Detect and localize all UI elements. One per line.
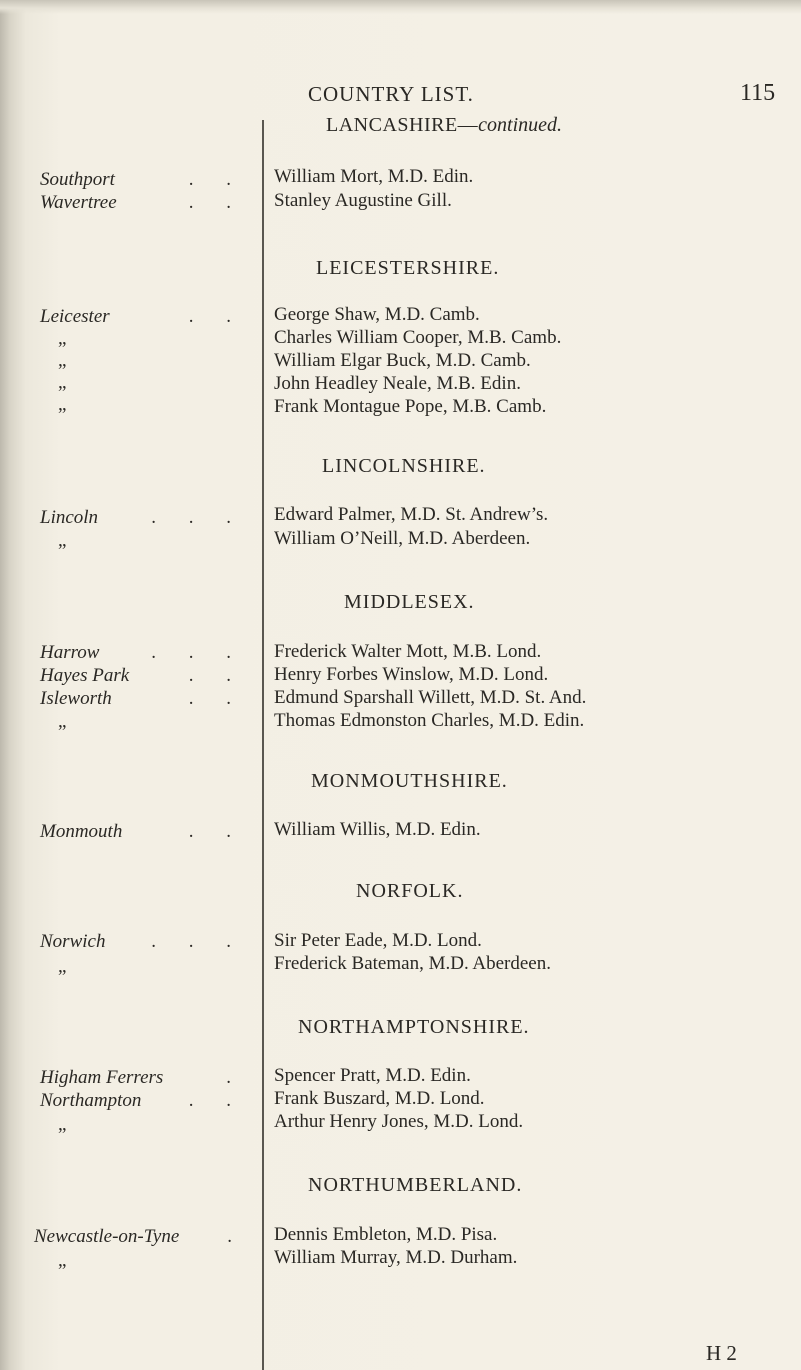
place-southport: Southport . . <box>40 169 245 190</box>
section-heading-lincolnshire: LINCOLNSHIRE. <box>322 455 486 477</box>
ditto-mark: „ <box>58 350 67 371</box>
ditto-mark: „ <box>58 956 67 977</box>
section-heading-norfolk: NORFOLK. <box>356 880 464 902</box>
practitioner-name: Spencer Pratt, M.D. Edin. <box>274 1065 471 1086</box>
practitioner-name: George Shaw, M.D. Camb. <box>274 304 480 325</box>
practitioner-name: Sir Peter Eade, M.D. Lond. <box>274 930 482 951</box>
section-heading-leicestershire: LEICESTERSHIRE. <box>316 257 500 279</box>
practitioner-name: William Willis, M.D. Edin. <box>274 819 481 840</box>
practitioner-name: Henry Forbes Winslow, M.D. Lond. <box>274 664 549 685</box>
place-lincoln: Lincoln . . . <box>40 507 245 528</box>
practitioner-name: Frederick Bateman, M.D. Aberdeen. <box>274 953 551 974</box>
section-heading-monmouthshire: MONMOUTHSHIRE. <box>311 770 508 792</box>
ditto-mark: „ <box>58 394 67 415</box>
practitioner-name: Frank Montague Pope, M.B. Camb. <box>274 396 547 417</box>
place-newcastle-on-tyne: Newcastle-on-Tyne . <box>34 1226 246 1247</box>
ditto-mark: „ <box>58 328 67 349</box>
place-isleworth: Isleworth . . <box>40 688 245 709</box>
practitioner-name: John Headley Neale, M.B. Edin. <box>274 373 521 394</box>
practitioner-name: Stanley Augustine Gill. <box>274 190 452 211</box>
practitioner-name: Edward Palmer, M.D. St. Andrew’s. <box>274 504 549 525</box>
practitioner-name: Charles William Cooper, M.B. Camb. <box>274 327 562 348</box>
ditto-mark: „ <box>58 372 67 393</box>
ditto-mark: „ <box>58 1114 67 1135</box>
practitioner-name: Arthur Henry Jones, M.D. Lond. <box>274 1111 524 1132</box>
place-monmouth: Monmouth . . <box>40 821 245 842</box>
continued-label: continued. <box>478 114 563 136</box>
place-northampton: Northampton . . <box>40 1090 245 1111</box>
place-wavertree: Wavertree . . <box>40 192 245 213</box>
place-hayes-park: Hayes Park . . <box>40 665 245 686</box>
running-head: COUNTRY LIST. <box>308 82 474 106</box>
ditto-mark: „ <box>58 711 67 732</box>
section-heading-lancashire: LANCASHIRE—continued. <box>326 114 563 136</box>
practitioner-name: William Murray, M.D. Durham. <box>274 1247 518 1268</box>
practitioner-name: Edmund Sparshall Willett, M.D. St. And. <box>274 687 587 708</box>
place-higham-ferrers: Higham Ferrers . <box>40 1067 245 1088</box>
column-divider <box>262 120 264 1370</box>
practitioner-name: William Elgar Buck, M.D. Camb. <box>274 350 531 371</box>
place-harrow: Harrow . . . <box>40 642 245 663</box>
place-norwich: Norwich . . . <box>40 931 245 952</box>
ditto-mark: „ <box>58 1250 67 1271</box>
practitioner-name: Frank Buszard, M.D. Lond. <box>274 1088 485 1109</box>
practitioner-name: William O’Neill, M.D. Aberdeen. <box>274 528 531 549</box>
page-top-edge <box>0 0 801 14</box>
signature-mark: H 2 <box>706 1341 737 1365</box>
practitioner-name: Dennis Embleton, M.D. Pisa. <box>274 1224 498 1245</box>
section-heading-northamptonshire: NORTHAMPTONSHIRE. <box>298 1016 530 1038</box>
practitioner-name: Thomas Edmonston Charles, M.D. Edin. <box>274 710 585 731</box>
practitioner-name: William Mort, M.D. Edin. <box>274 166 474 187</box>
ditto-mark: „ <box>58 530 67 551</box>
place-leicester: Leicester . . <box>40 306 245 327</box>
page-number: 115 <box>740 80 776 106</box>
section-heading-middlesex: MIDDLESEX. <box>344 591 475 613</box>
section-heading-northumberland: NORTHUMBERLAND. <box>308 1174 523 1196</box>
practitioner-name: Frederick Walter Mott, M.B. Lond. <box>274 641 542 662</box>
